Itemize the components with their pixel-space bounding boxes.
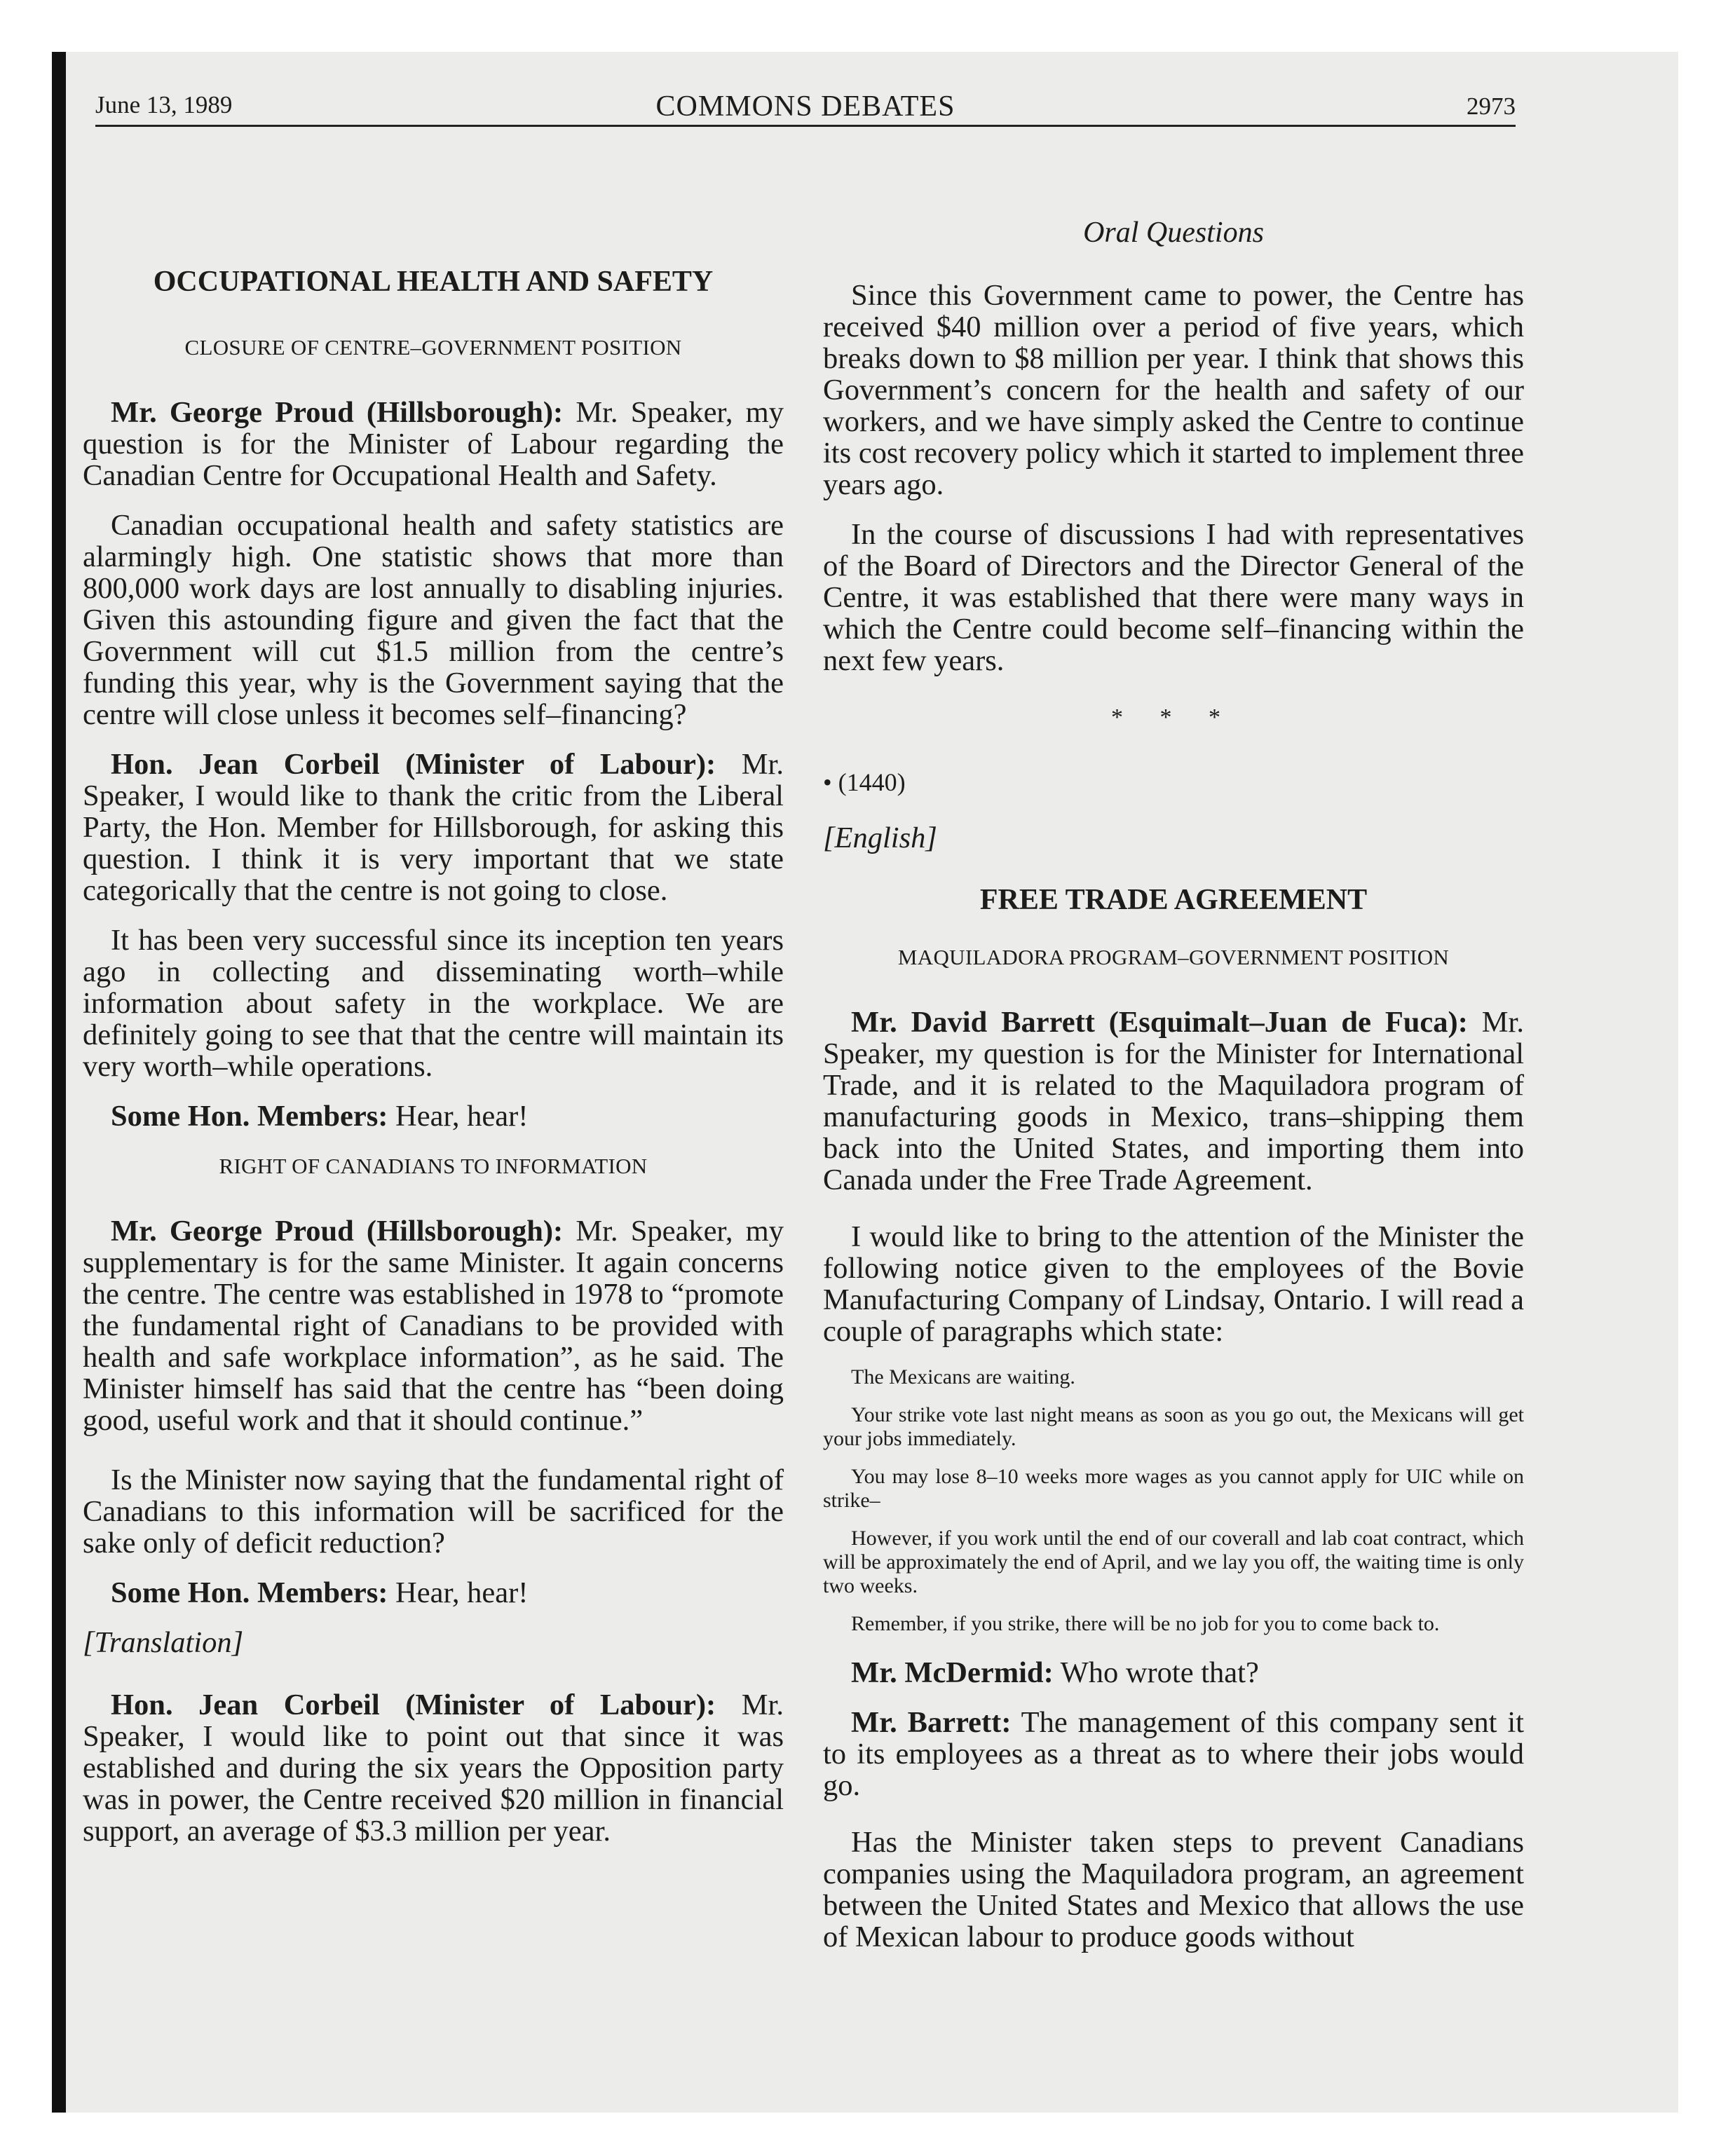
paragraph: It has been very successful since its inception ten years ago in collecting and disseminating worth–while information about safety in the workplace. We are definitely going to see that that the centre will maintain its very worth–while operations. [83, 924, 784, 1083]
page-number: 2973 [1467, 93, 1516, 120]
subheading: MAQUILADORA PROGRAM–GOVERNMENT POSITION [897, 945, 1450, 969]
left-column [83, 238, 784, 1865]
speaker: Mr. Barrett: [851, 1706, 1012, 1739]
block-quote: Your strike vote last night means as soon as you go out, the Mexicans will get your jobs immediately. [823, 1403, 1524, 1450]
paragraph: Hon. Jean Corbeil (Minister of Labour): Mr. Speaker, I would like to thank the critic from the Liberal Party, the Hon. Member for Hillsborough, for asking this question. I think it is very important that we state categorically that the centre is not going to close. [83, 748, 784, 907]
paragraph: Hon. Jean Corbeil (Minister of Labour): Mr. Speaker, I would like to point out that since it was established and during the six years the Opposition party was in power, the Centre received $20 million in financial support, an average of $3.3 million per year. [83, 1688, 784, 1848]
speaker: Hon. Jean Corbeil (Minister of Labour): [111, 748, 716, 781]
block-quote: The Mexicans are waiting. [851, 1365, 1075, 1389]
language-marker: [English] [823, 821, 937, 854]
paragraph: Is the Minister now saying that the fundamental right of Canadians to this information will be sacrificed for the sake only of deficit reduction? [83, 1464, 784, 1560]
speaker: Some Hon. Members: [111, 1576, 388, 1609]
block-quote: However, if you work until the end of our coverall and lab coat contract, which will be approximately the end of April, and we lay you off, the waiting time is only two weeks. [823, 1527, 1524, 1597]
speaker: Mr. George Proud (Hillsborough): [111, 1215, 564, 1248]
block-quote: Remember, if you strike, there will be no job for you to come back to. [851, 1612, 1440, 1635]
paragraph: Since this Government came to power, the Centre has received $40 million over a period of five years, which breaks down to $8 million per year. I think that shows this Government’s concern for the health and safety of our workers, and we have simply asked the Centre to continue its cost recovery policy which it started to implement three years ago. [823, 279, 1524, 501]
paragraph: Mr. George Proud (Hillsborough): Mr. Speaker, my supplementary is for the same Minister. It again concerns the centre. The centre was established in 1978 to “promote the fundamental right of Canadians to be provided with health and safe workplace information”, as he said. The Minister himself has said that the centre has “been doing good, useful work and that it should continue.” [83, 1215, 784, 1437]
paragraph: Mr. McDermid: Who wrote that? [851, 1656, 1259, 1689]
section-break: * * * [1111, 704, 1236, 730]
block-quote: You may lose 8–10 weeks more wages as you cannot apply for UIC while on strike– [823, 1465, 1524, 1512]
language-marker: [Translation] [83, 1626, 244, 1659]
subheading: RIGHT OF CANADIANS TO INFORMATION [219, 1154, 648, 1178]
speaker: Hon. Jean Corbeil (Minister of Labour): [111, 1688, 716, 1721]
speaker: Some Hon. Members: [111, 1100, 388, 1133]
speaker: Mr. McDermid: [851, 1656, 1054, 1689]
header-date: June 13, 1989 [95, 91, 233, 118]
paragraph: I would like to bring to the attention of the Minister the following notice given to the employees of the Bovie Manufacturing Company of Lindsay, Ontario. I will read a couple of paragraphs which state: [823, 1220, 1524, 1348]
paragraph: In the course of discussions I had with representatives of the Board of Directors and the Director General of the Centre, it was established that there were many ways in which the Centre could become self–financing within the next few years. [823, 518, 1524, 677]
paragraph: Has the Minister taken steps to prevent Canadians companies using the Maquiladora program, an agreement between the United States and Mexico that allows the use of Mexican labour to produce goods without [823, 1826, 1524, 1953]
section-heading: OCCUPATIONAL HEALTH AND SAFETY [153, 266, 714, 298]
paragraph: Mr. David Barrett (Esquimalt–Juan de Fuca): Mr. Speaker, my question is for the Minister for International Trade, and it is related to the Maquiladora program of manufacturing goods in Mexico, trans–shipping them back into the United States, and importing them into Canada under the Free Trade Agreement. [823, 1006, 1524, 1196]
time-marker: • (1440) [823, 768, 906, 796]
scan-edge [52, 52, 66, 2113]
running-head [95, 83, 1516, 127]
right-column [823, 217, 1524, 1971]
paragraph: Mr. George Proud (Hillsborough): Mr. Speaker, my question is for the Minister of Labour regarding the Canadian Centre for Occupational Health and Safety. [83, 396, 784, 492]
speaker: Mr. George Proud (Hillsborough): [111, 396, 564, 429]
section-heading: FREE TRADE AGREEMENT [979, 884, 1368, 916]
paragraph: Some Hon. Members: Hear, hear! [111, 1576, 529, 1609]
speaker: Mr. David Barrett (Esquimalt–Juan de Fuca): [851, 1006, 1468, 1039]
paragraph: Mr. Barrett: The management of this company sent it to its employees as a threat as to where their jobs would go. [823, 1706, 1524, 1802]
subheading: CLOSURE OF CENTRE–GOVERNMENT POSITION [184, 335, 682, 360]
paragraph: Canadian occupational health and safety statistics are alarmingly high. One statistic shows that more than 800,000 work days are lost annually to disabling injuries. Given this astounding figure and given the fact that the Government will cut $1.5 million from the centre’s funding this year, why is the Government saying that the centre will close unless it becomes self–financing? [83, 509, 784, 731]
section-label: Oral Questions [1083, 217, 1264, 249]
paragraph: Some Hon. Members: Hear, hear! [111, 1100, 529, 1133]
header-title: COMMONS DEBATES [655, 90, 955, 123]
